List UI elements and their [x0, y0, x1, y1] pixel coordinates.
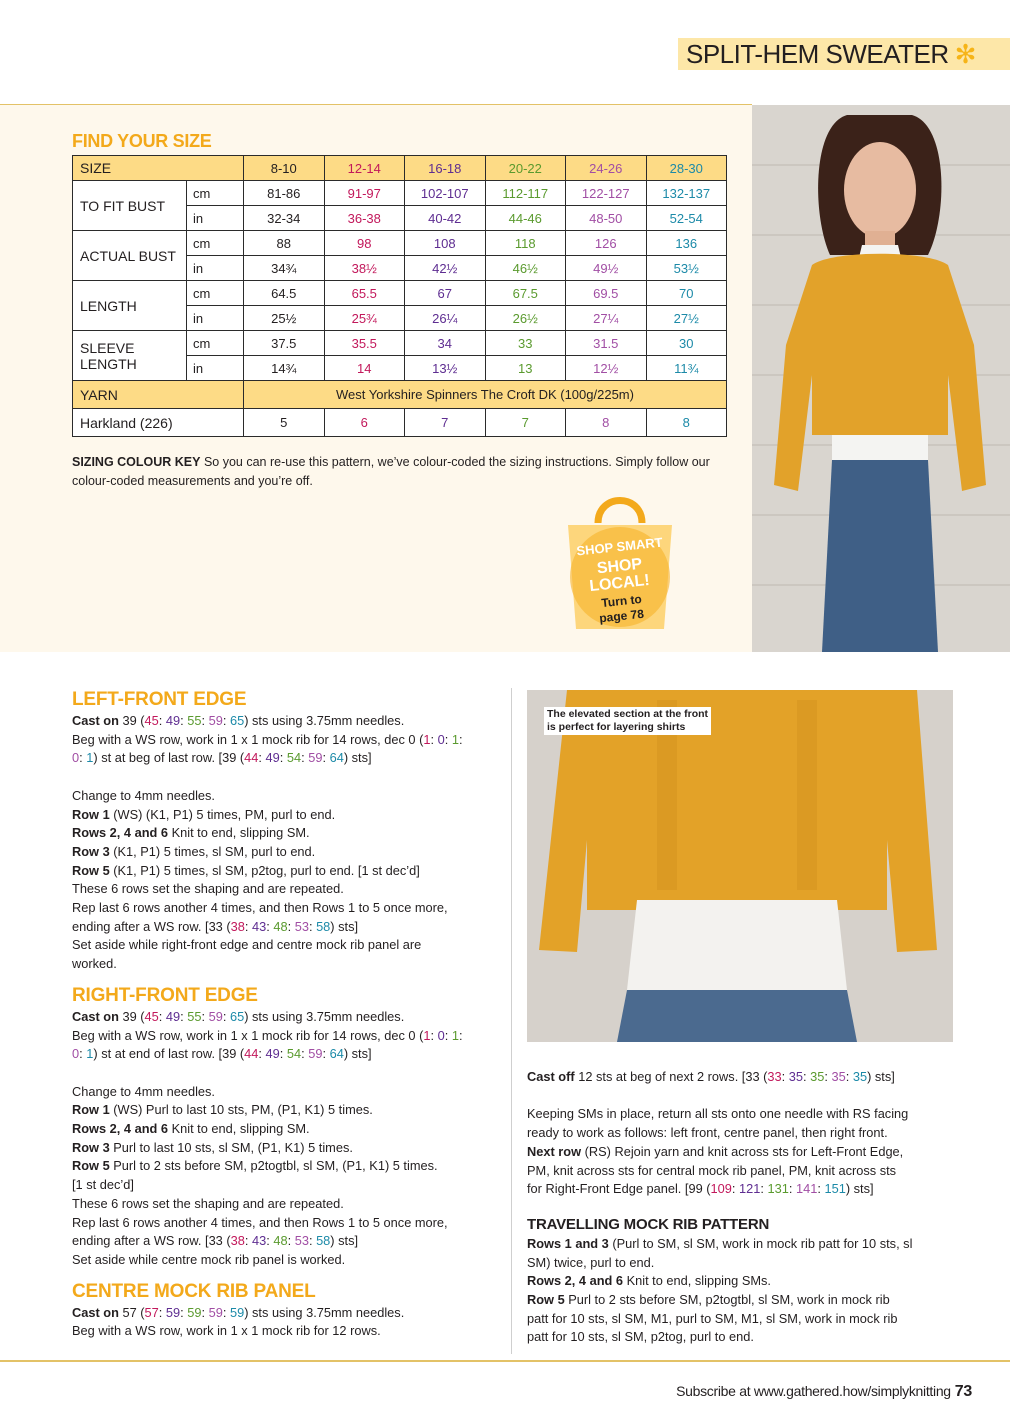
table-cell: 32-34: [244, 206, 325, 231]
table-cell: 27¼: [566, 306, 647, 331]
table-cell: 26¼: [405, 306, 486, 331]
table-cell: 33: [485, 331, 566, 356]
table-cell: 122-127: [566, 181, 647, 206]
unit-in: in: [187, 306, 244, 331]
text-line: Cast on 57 (57: 59: 59: 59: 59) sts using 3.75mm needles.: [72, 1304, 405, 1320]
table-cell: 53½: [646, 256, 727, 281]
row-label: LENGTH: [73, 281, 187, 331]
table-cell: 35.5: [324, 331, 405, 356]
text-line: for Right-Front Edge panel. [99 (109: 121: 131: 141: 151) sts]: [527, 1181, 874, 1197]
text-line: [1 st dec’d]: [72, 1177, 134, 1193]
sweater-detail-photo: [527, 690, 953, 1042]
badge-line5: page 78: [598, 606, 645, 626]
table-cell: 8: [646, 409, 727, 437]
table-cell: 81-86: [244, 181, 325, 206]
table-cell: 25¾: [324, 306, 405, 331]
table-cell: 67: [405, 281, 486, 306]
table-cell: 65.5: [324, 281, 405, 306]
table-cell: 7: [485, 409, 566, 437]
text-line: patt for 10 sts, sl SM, M1, purl to SM, M1, sl SM, work in mock rib: [527, 1310, 898, 1326]
centre-panel-heading: CENTRE MOCK RIB PANEL: [72, 1280, 316, 1302]
bag-handle: [598, 501, 642, 524]
page-title: SPLIT-HEM SWEATER: [686, 38, 949, 69]
badge-line1: SHOP SMART: [575, 534, 664, 559]
text-line: Rep last 6 rows another 4 times, and then Rows 1 to 5 once more,: [72, 900, 448, 916]
size-header-row: [73, 156, 727, 181]
text-line: Rows 2, 4 and 6 Knit to end, slipping SM.: [72, 1121, 310, 1137]
column-divider: [511, 688, 512, 1354]
caption-line: The elevated section at the front: [547, 708, 709, 720]
text-line: 0: 1) st at beg of last row. [39 (44: 49: 54: 59: 64) sts]: [72, 750, 372, 766]
size-cell: 16-18: [405, 156, 486, 181]
table-cell: 102-107: [405, 181, 486, 206]
detail-shirt: [627, 900, 847, 990]
table-cell: 132-137: [646, 181, 727, 206]
size-cell: 8-10: [244, 156, 325, 181]
table-cell: 44-46: [485, 206, 566, 231]
text-line: Cast off 12 sts at beg of next 2 rows. [33 (33: 35: 35: 35: 35) sts]: [527, 1069, 895, 1084]
footer-rule: [0, 1360, 1010, 1362]
right-column: [527, 1068, 967, 1347]
right-front-heading: RIGHT-FRONT EDGE: [72, 984, 258, 1006]
text-line: Row 5 (K1, P1) 5 times, sl SM, p2tog, purl to end. [1 st dec’d]: [72, 862, 420, 878]
text-line: Change to 4mm needles.: [72, 1083, 215, 1099]
table-cell: 88: [244, 231, 325, 256]
size-cell: 24-26: [566, 156, 647, 181]
left-front-heading: LEFT-FRONT EDGE: [72, 689, 247, 710]
travelling-rib-heading: TRAVELLING MOCK RIB PATTERN: [527, 1215, 770, 1233]
face: [844, 142, 916, 238]
table-cell: 70: [646, 281, 727, 306]
text-line: Rep last 6 rows another 4 times, and then Rows 1 to 5 once more,: [72, 1214, 448, 1230]
badge-line4: Turn to: [600, 591, 643, 611]
unit-in: in: [187, 356, 244, 381]
table-cell: 8: [566, 409, 647, 437]
text-line: Beg with a WS row, work in 1 x 1 mock rib for 14 rows, dec 0 (1: 0: 1:: [72, 731, 463, 747]
text-line: Next row (RS) Rejoin yarn and knit across sts for Left-Front Edge,: [527, 1143, 904, 1159]
table-cell: 98: [324, 231, 405, 256]
size-cell: 12-14: [324, 156, 405, 181]
text-line: 0: 1) st at end of last row. [39 (44: 49: 54: 59: 64) sts]: [72, 1046, 372, 1062]
unit-in: in: [187, 206, 244, 231]
table-cell: 27½: [646, 306, 727, 331]
badge-line3: LOCAL!: [588, 571, 651, 596]
text-line: Row 5 Purl to 2 sts before SM, p2togtbl, sl SM, (P1, K1) 5 times.: [72, 1158, 438, 1174]
shade-row: [73, 409, 727, 437]
text-line: patt for 10 sts, sl SM, p2tog, purl to end.: [527, 1329, 754, 1345]
star-icon: ✻: [954, 39, 977, 69]
text-line: PM, knit across sts for central mock rib panel, PM, knit across sts: [527, 1162, 897, 1178]
text-line: Row 3 (K1, P1) 5 times, sl SM, purl to end.: [72, 843, 316, 859]
footer-link[interactable]: Subscribe at www.gathered.how/simplyknitting: [676, 1383, 951, 1399]
text-line: Rows 2, 4 and 6 Knit to end, slipping SM.: [72, 825, 310, 841]
text-line: These 6 rows set the shaping and are repeated.: [72, 881, 344, 897]
footer: [676, 1383, 972, 1401]
table-cell: 40-42: [405, 206, 486, 231]
table-cell: 14¾: [244, 356, 325, 381]
text-line: Keeping SMs in place, return all sts onto one needle with RS facing: [527, 1106, 909, 1122]
table-cell: 7: [405, 409, 486, 437]
text-line: ending after a WS row. [33 (38: 43: 48: 53: 58) sts]: [72, 918, 359, 934]
unit-cm: cm: [187, 331, 244, 356]
table-cell: 91-97: [324, 181, 405, 206]
table-cell: 69.5: [566, 281, 647, 306]
yarn-label: YARN: [73, 381, 244, 409]
badge-line2: SHOP: [596, 555, 643, 578]
shirt-hem: [832, 435, 928, 460]
table-cell: 30: [646, 331, 727, 356]
table-cell: 48-50: [566, 206, 647, 231]
left-column: [72, 688, 502, 1341]
model-photo: [752, 105, 1010, 652]
shop-smart-badge[interactable]: [560, 483, 680, 633]
key-text: So you can re-use this pattern, we’ve colour-coded the sizing instructions. Simply follow our colour-coded measurements and you’re off.: [72, 455, 710, 488]
table-cell: 64.5: [244, 281, 325, 306]
text-line: Row 3 Purl to last 10 sts, sl SM, (P1, K1) 5 times.: [72, 1139, 353, 1155]
table-cell: 13: [485, 356, 566, 381]
size-cell: 20-22: [485, 156, 566, 181]
table-cell: 49½: [566, 256, 647, 281]
table-cell: 25½: [244, 306, 325, 331]
jeans: [822, 460, 938, 652]
table-cell: 36-38: [324, 206, 405, 231]
text-line: Beg with a WS row, work in 1 x 1 mock rib for 12 rows.: [72, 1323, 381, 1339]
table-cell: 14: [324, 356, 405, 381]
text-line: Cast on 39 (45: 49: 55: 59: 65) sts using 3.75mm needles.: [72, 713, 405, 728]
table-row: [73, 281, 727, 306]
photo-caption: [544, 707, 711, 735]
size-table: [72, 155, 727, 437]
table-cell: 31.5: [566, 331, 647, 356]
table-cell: 112-117: [485, 181, 566, 206]
page-title-banner: [678, 38, 1010, 70]
table-cell: 5: [244, 409, 325, 437]
unit-in: in: [187, 256, 244, 281]
text-line: Beg with a WS row, work in 1 x 1 mock rib for 14 rows, dec 0 (1: 0: 1:: [72, 1027, 463, 1043]
table-cell: 126: [566, 231, 647, 256]
detail-jeans: [617, 990, 857, 1042]
table-cell: 11¾: [646, 356, 727, 381]
text-line: Row 1 (WS) (K1, P1) 5 times, PM, purl to end.: [72, 806, 336, 822]
text-line: Set aside while right-front edge and centre mock rib panel are: [72, 937, 422, 953]
text-line: These 6 rows set the shaping and are repeated.: [72, 1195, 344, 1211]
text-line: Set aside while centre mock rib panel is worked.: [72, 1251, 346, 1267]
table-cell: 13½: [405, 356, 486, 381]
text-line: worked.: [72, 956, 117, 972]
table-cell: 42½: [405, 256, 486, 281]
table-cell: 38½: [324, 256, 405, 281]
text-line: Rows 2, 4 and 6 Knit to end, slipping SMs.: [527, 1273, 771, 1289]
page-number: 73: [954, 1383, 972, 1400]
unit-cm: cm: [187, 281, 244, 306]
caption-line: is perfect for layering shirts: [547, 721, 686, 733]
yarn-name: West Yorkshire Spinners The Croft DK (100g/225m): [244, 381, 727, 409]
table-row: [73, 181, 727, 206]
table-cell: 108: [405, 231, 486, 256]
shade-label: Harkland (226): [73, 409, 244, 437]
table-cell: 26½: [485, 306, 566, 331]
table-cell: 12½: [566, 356, 647, 381]
table-cell: 46½: [485, 256, 566, 281]
key-title: SIZING COLOUR KEY: [72, 455, 201, 469]
table-cell: 6: [324, 409, 405, 437]
table-cell: 34: [405, 331, 486, 356]
table-cell: 118: [485, 231, 566, 256]
row-label: SLEEVE LENGTH: [73, 331, 187, 381]
text-line: Rows 1 and 3 (Purl to SM, sl SM, work in mock rib patt for 10 sts, sl: [527, 1235, 913, 1251]
text-line: ending after a WS row. [33 (38: 43: 48: 53: 58) sts]: [72, 1233, 359, 1249]
text-line: Change to 4mm needles.: [72, 787, 215, 803]
table-cell: 37.5: [244, 331, 325, 356]
table-row: [73, 231, 727, 256]
yarn-row: [73, 381, 727, 409]
text-line: Row 5 Purl to 2 sts before SM, p2togtbl, sl SM, work in mock rib: [527, 1292, 890, 1308]
row-label: ACTUAL BUST: [73, 231, 187, 281]
unit-cm: cm: [187, 181, 244, 206]
table-row: [73, 331, 727, 356]
find-your-size-heading: FIND YOUR SIZE: [72, 131, 212, 151]
size-cell: 28-30: [646, 156, 727, 181]
table-cell: 136: [646, 231, 727, 256]
size-label: SIZE: [73, 156, 244, 181]
table-cell: 34¾: [244, 256, 325, 281]
unit-cm: cm: [187, 231, 244, 256]
table-cell: 67.5: [485, 281, 566, 306]
text-line: SM) twice, purl to end.: [527, 1254, 655, 1270]
text-line: ready to work as follows: left front, centre panel, then right front.: [527, 1125, 888, 1141]
text-line: Row 1 (WS) Purl to last 10 sts, PM, (P1, K1) 5 times.: [72, 1102, 373, 1118]
text-line: Cast on 39 (45: 49: 55: 59: 65) sts using 3.75mm needles.: [72, 1008, 405, 1024]
row-label: TO FIT BUST: [73, 181, 187, 231]
table-cell: 52-54: [646, 206, 727, 231]
